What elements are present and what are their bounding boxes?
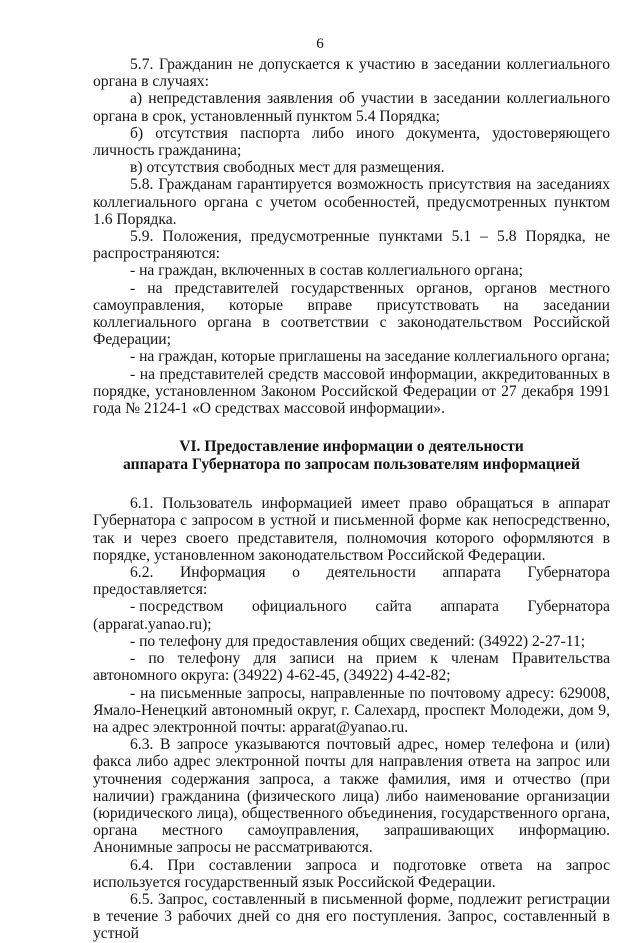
list-item-v: в) отсутствия свободных мест для размещения. bbox=[130, 159, 445, 177]
website-word-2: официального bbox=[251, 598, 347, 616]
channel-item-written-requests: - на письменные запросы, направленные по почтовому адресу: 629008, Ямало-Ненецкий автономный округ, г. Салехард, проспект Молодежи, дом 9, на адрес электронной почты: apparat@yanao.ru. bbox=[93, 684, 610, 736]
website-word-4: аппарата bbox=[440, 598, 499, 616]
channel-item-phone-reception: - по телефону для записи на прием к членам Правительства автономного округа: (34922) 4-62-45, (34922) 4-42-82; bbox=[93, 650, 610, 685]
section-heading bbox=[93, 438, 610, 473]
section-heading-line-2: аппарата Губернатора по запросам пользователям информацией bbox=[123, 455, 580, 473]
paragraph-6-2: 6.2. Информация о деятельности аппарата Губернатора предоставляется: bbox=[93, 564, 610, 599]
website-word-5: Губернатора bbox=[527, 598, 610, 616]
paragraph-6-4: 6.4. При составлении запроса и подготовке ответа на запрос используется государственный язык Российской Федерации. bbox=[93, 856, 610, 891]
document-body bbox=[93, 56, 610, 943]
list-item-b: б) отсутствия паспорта либо иного документа, удостоверяющего личность гражданина; bbox=[93, 124, 610, 160]
paragraph-6-1: 6.1. Пользователь информацией имеет право обращаться в аппарат Губернатора с запросом в устной и письменной форме как непосредственно, так и через своего представителя, полномочия которого оформляются в порядке, установленном законодательством Российской Федерации. bbox=[93, 495, 610, 564]
list-item-a: а) непредставления заявления об участии в заседании коллегиального органа в срок, установленный пунктом 5.4 Порядка; bbox=[93, 90, 610, 125]
exception-item-media: - на представителей средств массовой информации, аккредитованных в порядке, установленном Законом Российской Федерации от 27 декабря 1991 года № 2124-1 «О средствах массовой информации». bbox=[93, 365, 610, 418]
paragraph-5-8: 5.8. Гражданам гарантируется возможность присутствия на заседаниях коллегиального органа с учетом особенностей, предусмотренных пунктом 1.6 Порядка. bbox=[93, 176, 610, 228]
website-word-3: сайта bbox=[375, 598, 412, 616]
paragraph-6-5: 6.5. Запрос, составленный в письменной форме, подлежит регистрации в течение 3 рабочих дней со дня его поступления. Запрос, составленный в устной bbox=[93, 890, 610, 943]
channel-item-website-line bbox=[93, 598, 610, 615]
exception-item-invited: - на граждан, которые приглашены на заседание коллегиального органа; bbox=[130, 348, 610, 366]
exception-item-members: - на граждан, включенных в состав коллегиального органа; bbox=[130, 262, 523, 280]
website-word-1: - посредством bbox=[130, 598, 224, 616]
page-number: 6 bbox=[316, 36, 324, 52]
paragraph-6-3: 6.3. В запросе указываются почтовый адрес, номер телефона и (или) факса либо адрес электронной почты для направления ответа на запрос или уточнения содержания запроса, а также фамилия, имя и отчество (при наличии) гражданина (физического лица) либо наименование организации (юридического лица), общественного объединения, государственного органа, органа местного самоуправления, запрашивающих информацию. Анонимные запросы не рассматриваются. bbox=[93, 736, 610, 857]
paragraph-5-9: 5.9. Положения, предусмотренные пунктами 5.1 – 5.8 Порядка, не распространяются: bbox=[93, 228, 610, 263]
channel-item-website-url: (apparat.yanao.ru); bbox=[93, 615, 212, 633]
exception-item-officials: - на представителей государственных органов, органов местного самоуправления, которые вправе присутствовать на заседании коллегиального органа в соответствии с законодательством Российской Федерации; bbox=[93, 279, 610, 349]
section-heading-line-1: VI. Предоставление информации о деятельности bbox=[179, 438, 524, 456]
channel-item-phone-general: - по телефону для предоставления общих сведений: (34922) 2-27-11; bbox=[130, 632, 586, 650]
paragraph-5-7: 5.7. Гражданин не допускается к участию в заседании коллегиального органа в случаях: bbox=[93, 56, 610, 91]
